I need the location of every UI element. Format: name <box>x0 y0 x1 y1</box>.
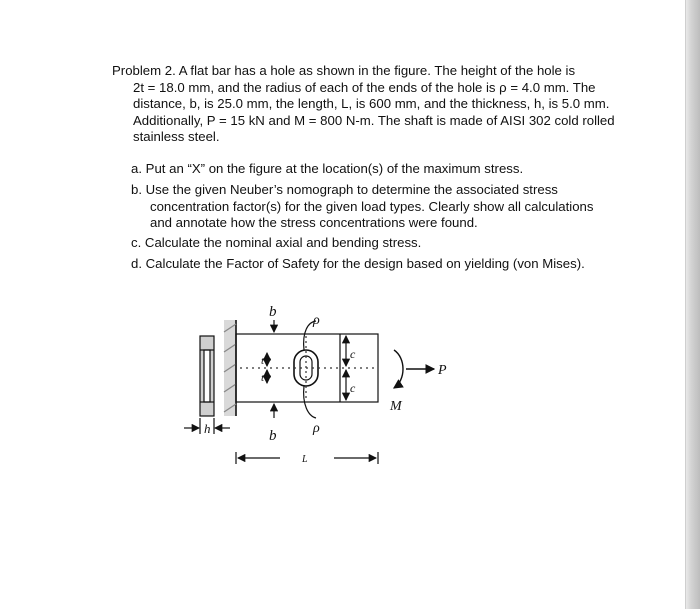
p-label: P <box>438 363 447 378</box>
problem-line-3: distance, b, is 25.0 mm, the length, L, is 600 mm, and the thickness, h, is 5.0 mm. <box>133 96 610 112</box>
part-c-line-1: c. Calculate the nominal axial and bending stress. <box>131 235 422 250</box>
h-label: h <box>204 421 211 436</box>
rho-top-label: ρ <box>313 313 320 328</box>
problem-line-1: Problem 2. A flat bar has a hole as shown in the figure. The height of the hole is <box>112 63 576 78</box>
flat-bar-diagram <box>180 292 480 472</box>
part-b-line-1: b. Use the given Neuber’s nomograph to determine the associated stress <box>131 182 558 197</box>
problem-statement <box>112 63 615 146</box>
part-c <box>131 235 611 252</box>
part-b <box>131 182 611 232</box>
problem-line-4: Additionally, P = 15 kN and M = 800 N-m. The shaft is made of AISI 302 cold rolled <box>133 112 615 128</box>
c-upper-label: c <box>350 347 356 361</box>
part-b-line-3: and annotate how the stress concentrations were found. <box>150 215 478 231</box>
part-d <box>131 256 611 273</box>
t-upper-label: t <box>261 355 265 367</box>
b-bottom-label: b <box>269 428 277 444</box>
part-b-line-2: concentration factor(s) for the given load types. Clearly show all calculations <box>150 198 594 214</box>
part-a-line-1: a. Put an “X” on the figure at the location(s) of the maximum stress. <box>131 161 524 176</box>
side-view-hole <box>204 350 210 402</box>
t-lower-label: t <box>261 372 265 384</box>
l-label: L <box>302 454 308 465</box>
m-label: M <box>390 399 402 414</box>
problem-line-2: 2t = 18.0 mm, and the radius of each of the ends of the hole is ρ = 4.0 mm. The <box>133 79 596 95</box>
part-d-line-1: d. Calculate the Factor of Safety for the design based on yielding (von Mises). <box>131 256 585 271</box>
c-lower-label: c <box>350 381 356 395</box>
b-top-label: b <box>269 304 277 320</box>
part-a <box>131 161 611 178</box>
problem-line-5: stainless steel. <box>133 129 220 145</box>
moment-arrow <box>394 350 403 388</box>
wall-support <box>224 320 236 416</box>
flat-bar-figure <box>180 292 480 472</box>
side-view <box>200 336 214 416</box>
rho-bottom-label: ρ <box>313 421 320 436</box>
screen-edge-strip <box>686 0 700 609</box>
